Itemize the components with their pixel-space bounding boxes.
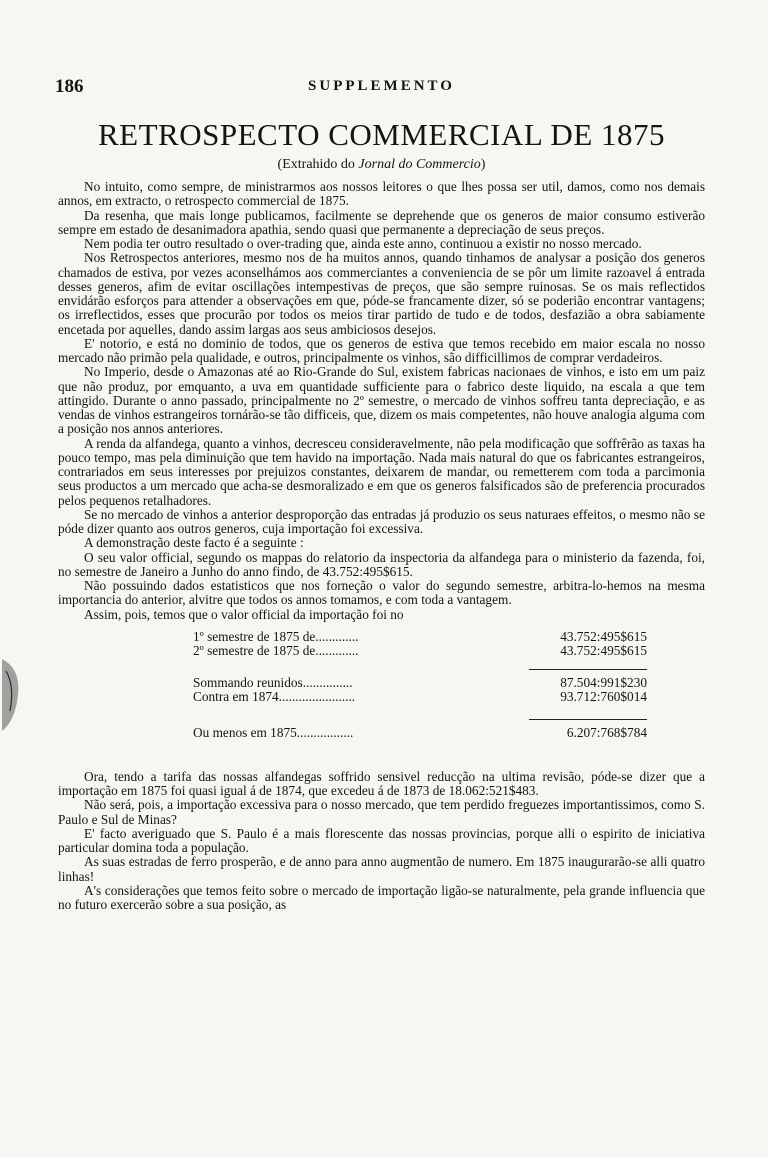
table-row: [58, 726, 705, 740]
row-label: 1º semestre de 1875 de.............: [193, 628, 359, 644]
article-subtitle: [55, 157, 708, 173]
row-value: 6.207:768$784: [566, 724, 647, 740]
row-value: 43.752:495$615: [560, 642, 647, 658]
table-row: [58, 690, 705, 704]
article-title: RETROSPECTO COMMERCIAL DE 1875: [97, 117, 666, 152]
row-label: Contra em 1874.......................: [193, 688, 356, 704]
paragraph: No intuito, como sempre, de ministrarmos aos nossos leitores o que lhes possa ser util, damos, como nos demais annos, em extracto, o retrospecto commercial de 1875.: [58, 179, 705, 209]
paragraph: O seu valor official, segundo os mappas do relatorio da inspectoria da alfandega para o ministerio da fazenda, foi, no semestre de Janeiro a Junho do anno findo, de 43.752:495$615.: [58, 549, 705, 579]
paragraph: As suas estradas de ferro prosperão, e de anno para anno augmentão de numero. Em 1875 inaugurarão-se alli quatro linhas!: [58, 854, 705, 884]
paragraph: Se no mercado de vinhos a anterior desproporção das entradas já produzio os seus naturaes effeitos, o mesmo não se póde dizer quanto aos outros generos, cuja importação foi excessiva.: [58, 506, 705, 536]
table-row: [58, 676, 705, 690]
paragraph: Não será, pois, a importação excessiva para o nosso mercado, que tem perdido freguezes importantissimos, como S. Paulo e Sul de Minas?: [58, 797, 705, 827]
paragraph: No Imperio, desde o Amazonas até ao Rio-Grande do Sul, existem fabricas nacionaes de vinhos, e isto em um paiz que não produz, por emquanto, a uva em quantidade sufficiente para o fabrico deste liquido, na escala a que tem attingido. Durante o anno passado, principalmente no 2º semestre, o mercado de vinhos soffreu tanta depreciação, e as vendas de vinhos estrangeiros tornárão-se tão difficeis, que, dizem os mais competentes, não houve analogia alguma com a posição nos annos anteriores.: [58, 364, 705, 437]
table-row: [58, 630, 705, 644]
sum-rule: [529, 669, 647, 670]
subtitle-source: Jornal do Commercio: [358, 157, 481, 172]
subtitle-suffix: ): [480, 157, 486, 172]
sum-rule: [529, 719, 647, 720]
page-header: [55, 76, 708, 100]
paragraph: A demonstração deste facto é a seguinte :: [84, 535, 304, 551]
row-label: Ou menos em 1875.................: [193, 724, 354, 740]
import-value-table: [58, 624, 705, 766]
page-number: 186: [55, 76, 84, 97]
subtitle-prefix: (Extrahido do: [277, 157, 359, 172]
paragraph: A renda da alfandega, quanto a vinhos, decresceu consideravelmente, não pela modificação que soffrêrão as taxas ha pouco tempo, mas pela diminuição que tem havido na importação. Nada mais natural do que os fabricantes estrangeiros, contrariados em seus interesses por prejuizos constantes, deixarem de mandar, ou remetterem com toda a parcimonia seus productos a um mercado que acha-se desmoralizado e em que os generos falsificados são de preferencia procurados pelos pequenos retalhadores.: [58, 435, 705, 508]
paragraph: Assim, pois, temos que o valor official da importação foi no: [84, 606, 404, 622]
row-value: 87.504:991$230: [560, 674, 647, 690]
binding-clip-mark: [0, 655, 28, 735]
paragraph: E' notorio, e está no dominio de todos, que os generos de estiva que temos recebido em maior escala no nosso mercado não primão pela qualidade, e outros, principalmente os vinhos, são difficillimos de comprar verdadeiros.: [58, 335, 705, 365]
paragraph: Da resenha, que mais longe publicamos, facilmente se deprehende que os generos de maior consumo estiverão sempre em estado de desanimadora apathia, sendo quasi que permanente a depreciação de seus preços.: [58, 207, 705, 237]
paragraph: Não possuindo dados estatisticos que nos forneção o valor do segundo semestre, arbitra-lo-hemos na mesma importancia do anterior, alvitre que todos os annos tomamos, e com toda a vantagem.: [58, 578, 705, 608]
paragraph: A's considerações que temos feito sobre o mercado de importação ligão-se naturalmente, pela grande influencia que no futuro exercerão sobre a sua posição, as: [58, 882, 705, 912]
row-value: 93.712:760$014: [560, 688, 647, 704]
paragraph: Ora, tendo a tarifa das nossas alfandegas soffrido sensivel reducção na ultima revisão, póde-se dizer que a importação em 1875 foi quasi igual á de 1874, que excedeu á de 1873 de 18.062:521$483.: [58, 768, 705, 798]
row-label: Sommando reunidos...............: [193, 674, 353, 690]
article-body: [58, 180, 705, 912]
paragraph: E' facto averiguado que S. Paulo é a mais florescente das nossas provincias, porque alli o espirito de iniciativa particular domina toda a população.: [58, 825, 705, 855]
paragraph: Nos Retrospectos anteriores, mesmo nos de ha muitos annos, quando tinhamos de analysar a posição dos generos chamados de estiva, por vezes aconselhámos aos commerciantes a conveniencia de se pôr um limite razoavel á entrada desses generos, afim de evitar oscillações intempestivas de preços, que são sempre ruinosas. Se os mais reflectidos envidárão esforços para attender a observações em que, póde-se francamente dizer, só se poderião encontrar vantagens; os irreflectidos, esses que procurão por todos os meios tirar partido de tudo e de todos, desfazião a obra sabiamente encetada por aquelles, dando assim largas aos seus ambiciosos desejos.: [58, 250, 705, 337]
paragraph: Nem podia ter outro resultado o over-trading que, ainda este anno, continuou a existir no nosso mercado.: [84, 236, 642, 251]
row-label: 2º semestre de 1875 de.............: [193, 642, 359, 658]
table-row: [58, 644, 705, 658]
row-value: 43.752:495$615: [560, 628, 647, 644]
running-title: SUPPLEMENTO: [308, 78, 455, 94]
